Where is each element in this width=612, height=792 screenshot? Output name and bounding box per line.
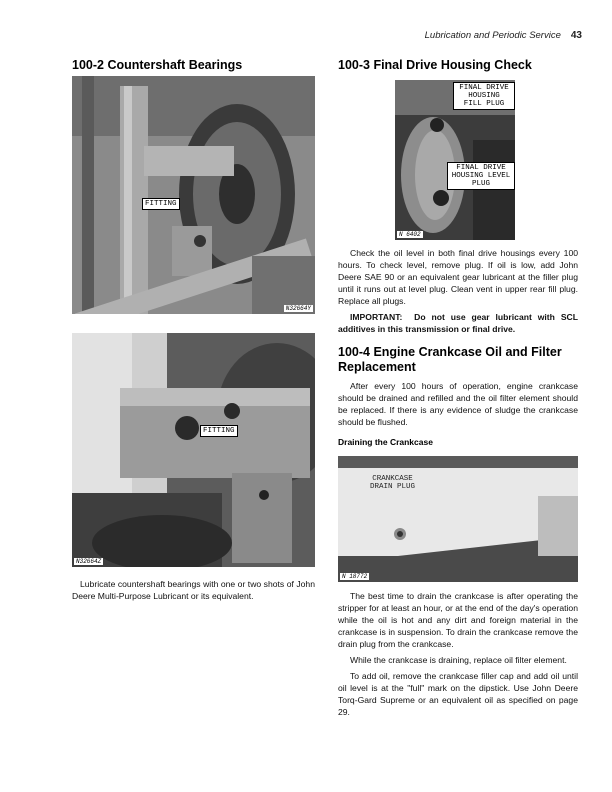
heading-crankcase-oil: 100-4 Engine Crankcase Oil and Filter Replacement bbox=[338, 345, 562, 374]
callout-fill-plug: FINAL DRIVE HOUSING FILL PLUG bbox=[453, 82, 515, 110]
heading-countershaft-bearings: 100-2 Countershaft Bearings bbox=[72, 58, 243, 72]
caption-countershaft bbox=[72, 578, 315, 606]
subheading-draining: Draining the Crankcase bbox=[338, 437, 433, 447]
photo-id-4: N 18772 bbox=[342, 573, 368, 580]
crankcase-body bbox=[338, 590, 578, 722]
photo-countershaft-pulley-art bbox=[72, 76, 315, 314]
photo-countershaft-fitting-art bbox=[72, 333, 315, 567]
page-number: 43 bbox=[570, 30, 582, 41]
photo-id-3: N 6402 bbox=[399, 231, 421, 238]
photo-id-2: N32664Z bbox=[76, 558, 102, 565]
running-header bbox=[425, 30, 582, 41]
callout-level-plug: FINAL DRIVE HOUSING LEVEL PLUG bbox=[447, 162, 515, 190]
crankcase-intro bbox=[338, 380, 578, 432]
section-title: Lubrication and Periodic Service bbox=[424, 30, 561, 41]
callout-fitting-1: FITTING bbox=[142, 198, 180, 210]
crankcase-intro-paragraph: After every 100 hours of operation, engine crankcase should be drained and refilled and the oil filter element should be replaced. If there is any evidence of sludge the crankcase should be flushed. bbox=[338, 381, 578, 427]
photo-final-drive bbox=[395, 80, 515, 240]
add-oil-paragraph: To add oil, remove the crankcase filler cap and add oil until oil level is at the "full" mark on the dipstick. Use John Deere Torq-Gard Supreme or an equivalent oil as specified on page 29. bbox=[338, 671, 578, 717]
important-label: IMPORTANT: bbox=[350, 312, 403, 322]
photo-countershaft-fitting bbox=[72, 333, 315, 567]
drain-paragraph: The best time to drain the crankcase is after operating the stripper for at least an hour, or at the end of the day's operation while the oil is hot and any dirt and foreign material in the crankcase is in suspension. To drain the crankcase remove the drain plug from the crankcase. bbox=[338, 591, 578, 649]
heading-final-drive-check: 100-3 Final Drive Housing Check bbox=[338, 58, 532, 72]
important-note bbox=[338, 311, 578, 335]
callout-fitting-2: FITTING bbox=[200, 425, 238, 437]
photo-countershaft-pulley bbox=[72, 76, 315, 314]
photo-id-1: N32664Y bbox=[285, 305, 311, 312]
final-drive-check-paragraph: Check the oil level in both final drive housings every 100 hours. To check level, remove plug. If oil is low, add John Deere SAE 90 or an equivalent gear lubricant at the filler plug until it runs out at level plug. Clean vent in upper rear fill plug. Replace all plugs. bbox=[338, 248, 578, 306]
caption-countershaft-text: Lubricate countershaft bearings with one or two shots of John Deere Multi-Purpose Lubricant or its equivalent. bbox=[72, 579, 315, 601]
filter-paragraph: While the crankcase is draining, replace oil filter element. bbox=[350, 655, 567, 665]
final-drive-text bbox=[338, 247, 578, 339]
photo-crankcase-drain bbox=[338, 456, 578, 582]
callout-drain-plug: CRANKCASE DRAIN PLUG bbox=[370, 475, 416, 491]
important-text: Do not use gear lubricant with SCL additives in this transmission or final drive. bbox=[338, 312, 579, 334]
